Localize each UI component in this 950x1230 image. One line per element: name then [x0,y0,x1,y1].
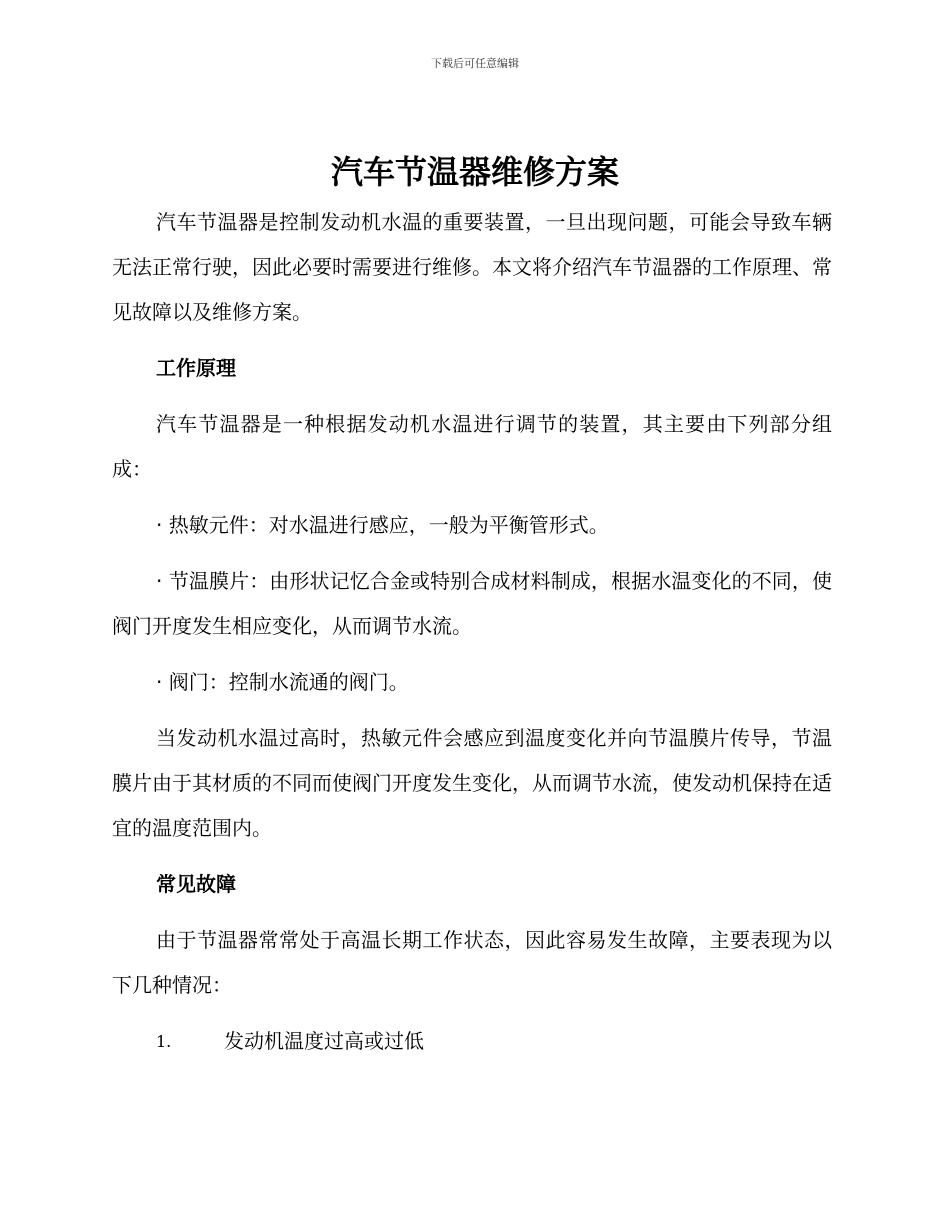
bullet-item-diaphragm: · 节温膜片：由形状记忆合金或特别合成材料制成，根据水温变化的不同，使阀门开度发生相应变化，从而调节水流。 [112,569,832,638]
section-heading-common-faults: 常见故障 [156,872,236,896]
bullet-item-thermal-element: · 热敏元件：对水温进行感应，一般为平衡管形式。 [156,513,609,537]
document-title: 汽车节温器维修方案 [330,153,619,191]
common-faults-lead: 由于节温器常常处于高温长期工作状态，因此容易发生故障，主要表现为以下几种情况： [112,928,832,997]
header-note: 下载后可任意编辑 [431,57,519,70]
document-body [112,200,832,1064]
bullet-item-valve: · 阀门：控制水流通的阀门。 [156,670,409,694]
list-item-number: 1. [156,1032,172,1051]
section-heading-working-principle: 工作原理 [156,356,236,380]
working-principle-lead: 汽车节温器是一种根据发动机水温进行调节的装置，其主要由下列部分组成： [112,412,832,481]
list-item-text: 发动机温度过高或过低 [224,1029,424,1053]
intro-paragraph: 汽车节温器是控制发动机水温的重要装置，一旦出现问题，可能会导致车辆无法正常行驶，因此必要时需要进行维修。本文将介绍汽车节温器的工作原理、常见故障以及维修方案。 [112,210,832,324]
numbered-list-item [112,1019,832,1064]
working-principle-summary: 当发动机水温过高时，热敏元件会感应到温度变化并向节温膜片传导，节温膜片由于其材质的不同而使阀门开度发生变化，从而调节水流，使发动机保持在适宜的温度范围内。 [112,726,832,840]
